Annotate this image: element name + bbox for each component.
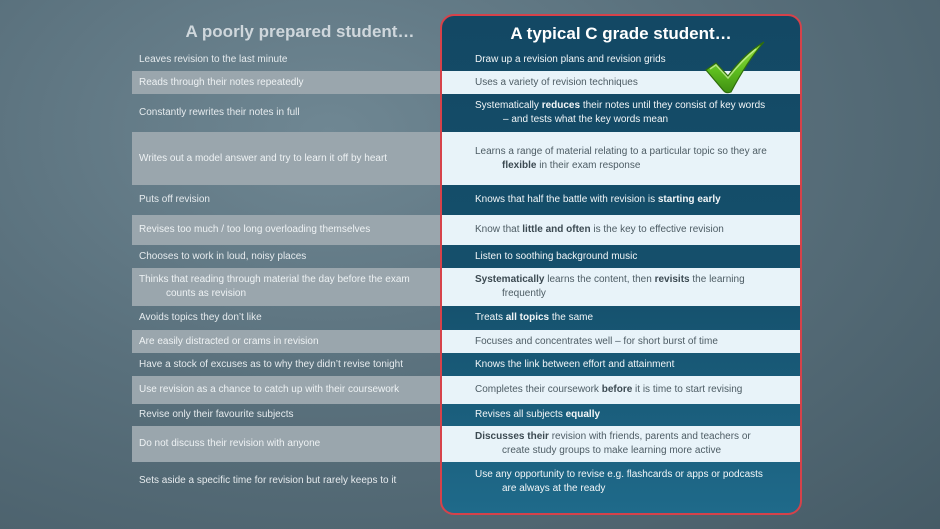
left-row	[132, 353, 440, 376]
right-row-text	[475, 311, 593, 325]
right-row-text	[475, 223, 724, 237]
right-row-bold: equally	[565, 409, 601, 420]
left-row	[132, 268, 440, 306]
right-row-span: Knows that half the battle with revision is	[475, 194, 658, 205]
left-row	[132, 94, 440, 132]
right-row-bold: reduces	[541, 100, 581, 111]
left-row	[132, 215, 440, 245]
right-row-span: in their exam response	[536, 159, 641, 171]
left-row	[132, 462, 440, 500]
right-row-span: Use any opportunity to revise e.g. flashcards or apps or podcasts	[475, 469, 763, 480]
right-row-text	[475, 430, 751, 458]
right-row-line: create study groups to make learning more active	[502, 445, 721, 456]
right-row-line: – and tests what the key words mean	[503, 114, 669, 125]
right-row-bold: Discusses their	[475, 431, 549, 442]
right-row	[442, 353, 800, 376]
right-row-bold: starting early	[657, 194, 721, 205]
right-row-span: it is time to start revising	[632, 384, 743, 395]
left-row-text: Revise only their favourite subjects	[139, 409, 294, 420]
right-row-text	[475, 250, 637, 264]
left-row-text: Revises too much / too long overloading themselves	[139, 224, 371, 235]
right-row	[442, 185, 800, 215]
right-row-span: Systematically	[475, 100, 542, 111]
left-row	[132, 376, 440, 404]
left-row-text: Chooses to work in loud, noisy places	[139, 250, 307, 262]
right-row	[442, 94, 800, 132]
right-row-span: Learns a range of material relating to a particular topic so they are	[475, 145, 767, 157]
left-row	[132, 306, 440, 330]
right-row-text	[475, 335, 718, 349]
right-row	[442, 462, 800, 502]
right-row-bold: before	[601, 384, 633, 395]
right-row-span: their notes until they consist of key words	[580, 100, 766, 111]
right-row	[442, 376, 800, 404]
right-row-text	[475, 468, 763, 496]
right-row-span: Know that	[475, 224, 523, 235]
left-row	[132, 132, 440, 185]
right-row-span: Listen to soothing background music	[475, 250, 638, 262]
right-row-text	[475, 99, 765, 127]
left-row-text: Use revision as a chance to catch up with their coursework	[139, 384, 400, 395]
right-row-text	[475, 76, 638, 90]
right-row-bold: flexible	[502, 159, 537, 171]
right-row	[442, 132, 800, 185]
left-row-text: Reads through their notes repeatedly	[139, 76, 304, 88]
left-row-text: Constantly rewrites their notes in full	[139, 107, 300, 118]
left-row	[132, 330, 440, 353]
right-row	[442, 330, 800, 353]
left-row	[132, 404, 440, 426]
right-row-span: Completes their coursework	[475, 384, 602, 395]
right-row-span: revision with friends, parents and teachers or	[548, 431, 751, 442]
right-row-span: Revises all subjects	[475, 409, 566, 420]
left-row-line: Thinks that reading through material the day before the exam	[139, 274, 410, 285]
left-row	[132, 185, 440, 215]
left-row-text: Are easily distracted or crams in revision	[139, 335, 319, 347]
left-row-text: Leaves revision to the last minute	[139, 53, 288, 65]
right-column-title: A typical C grade student…	[510, 24, 732, 43]
right-row-span: Treats	[475, 312, 506, 323]
left-row-text	[139, 273, 410, 301]
left-row-text: Sets aside a specific time for revision but rarely keeps to it	[139, 475, 397, 486]
left-column-title: A poorly prepared student…	[185, 22, 415, 41]
right-row-line: frequently	[502, 288, 546, 299]
right-row-text	[475, 53, 666, 67]
right-row-text	[475, 358, 674, 372]
right-row-text	[475, 408, 600, 422]
right-row-text	[475, 145, 767, 173]
left-row	[132, 426, 440, 462]
left-row	[132, 48, 440, 71]
left-row-text: Have a stock of excuses as to why they didn’t revise tonight	[139, 358, 404, 370]
right-row	[442, 215, 800, 245]
left-row-text: Writes out a model answer and try to learn it off by heart	[139, 152, 388, 164]
right-row-text	[475, 383, 742, 397]
right-row-text	[475, 273, 745, 301]
right-row-span: Focuses and concentrates well – for short burst of time	[475, 335, 718, 347]
right-row-span: is the key to effective revision	[590, 224, 724, 235]
left-row-text: Avoids topics they don’t like	[139, 312, 262, 323]
right-row	[442, 426, 800, 462]
right-row-bold: revisits	[654, 274, 690, 285]
right-row-span: the learning	[689, 274, 745, 285]
right-row-span: the same	[549, 312, 594, 323]
right-row	[442, 404, 800, 426]
left-row-text: Puts off revision	[139, 194, 210, 205]
right-row-span: Draw up a revision plans and revision grids	[475, 53, 666, 65]
right-row-span: Uses a variety of revision techniques	[475, 76, 638, 88]
right-row-span: Knows the link between effort and attainment	[475, 358, 675, 370]
checkmark-icon	[704, 40, 768, 96]
left-row-line: counts as revision	[166, 288, 247, 299]
right-row	[442, 306, 800, 330]
right-row-line	[475, 159, 767, 173]
left-row	[132, 245, 440, 268]
left-row	[132, 71, 440, 94]
right-row-bold: little and often	[522, 224, 591, 235]
right-row-bold: all topics	[505, 312, 550, 323]
right-row-bold: Systematically	[475, 274, 545, 285]
right-row	[442, 268, 800, 306]
left-row-text: Do not discuss their revision with anyone	[139, 438, 321, 449]
right-row-text	[475, 193, 721, 207]
right-row-span: learns the content, then	[544, 274, 655, 285]
right-row	[442, 245, 800, 268]
right-row-line: are always at the ready	[502, 483, 606, 494]
